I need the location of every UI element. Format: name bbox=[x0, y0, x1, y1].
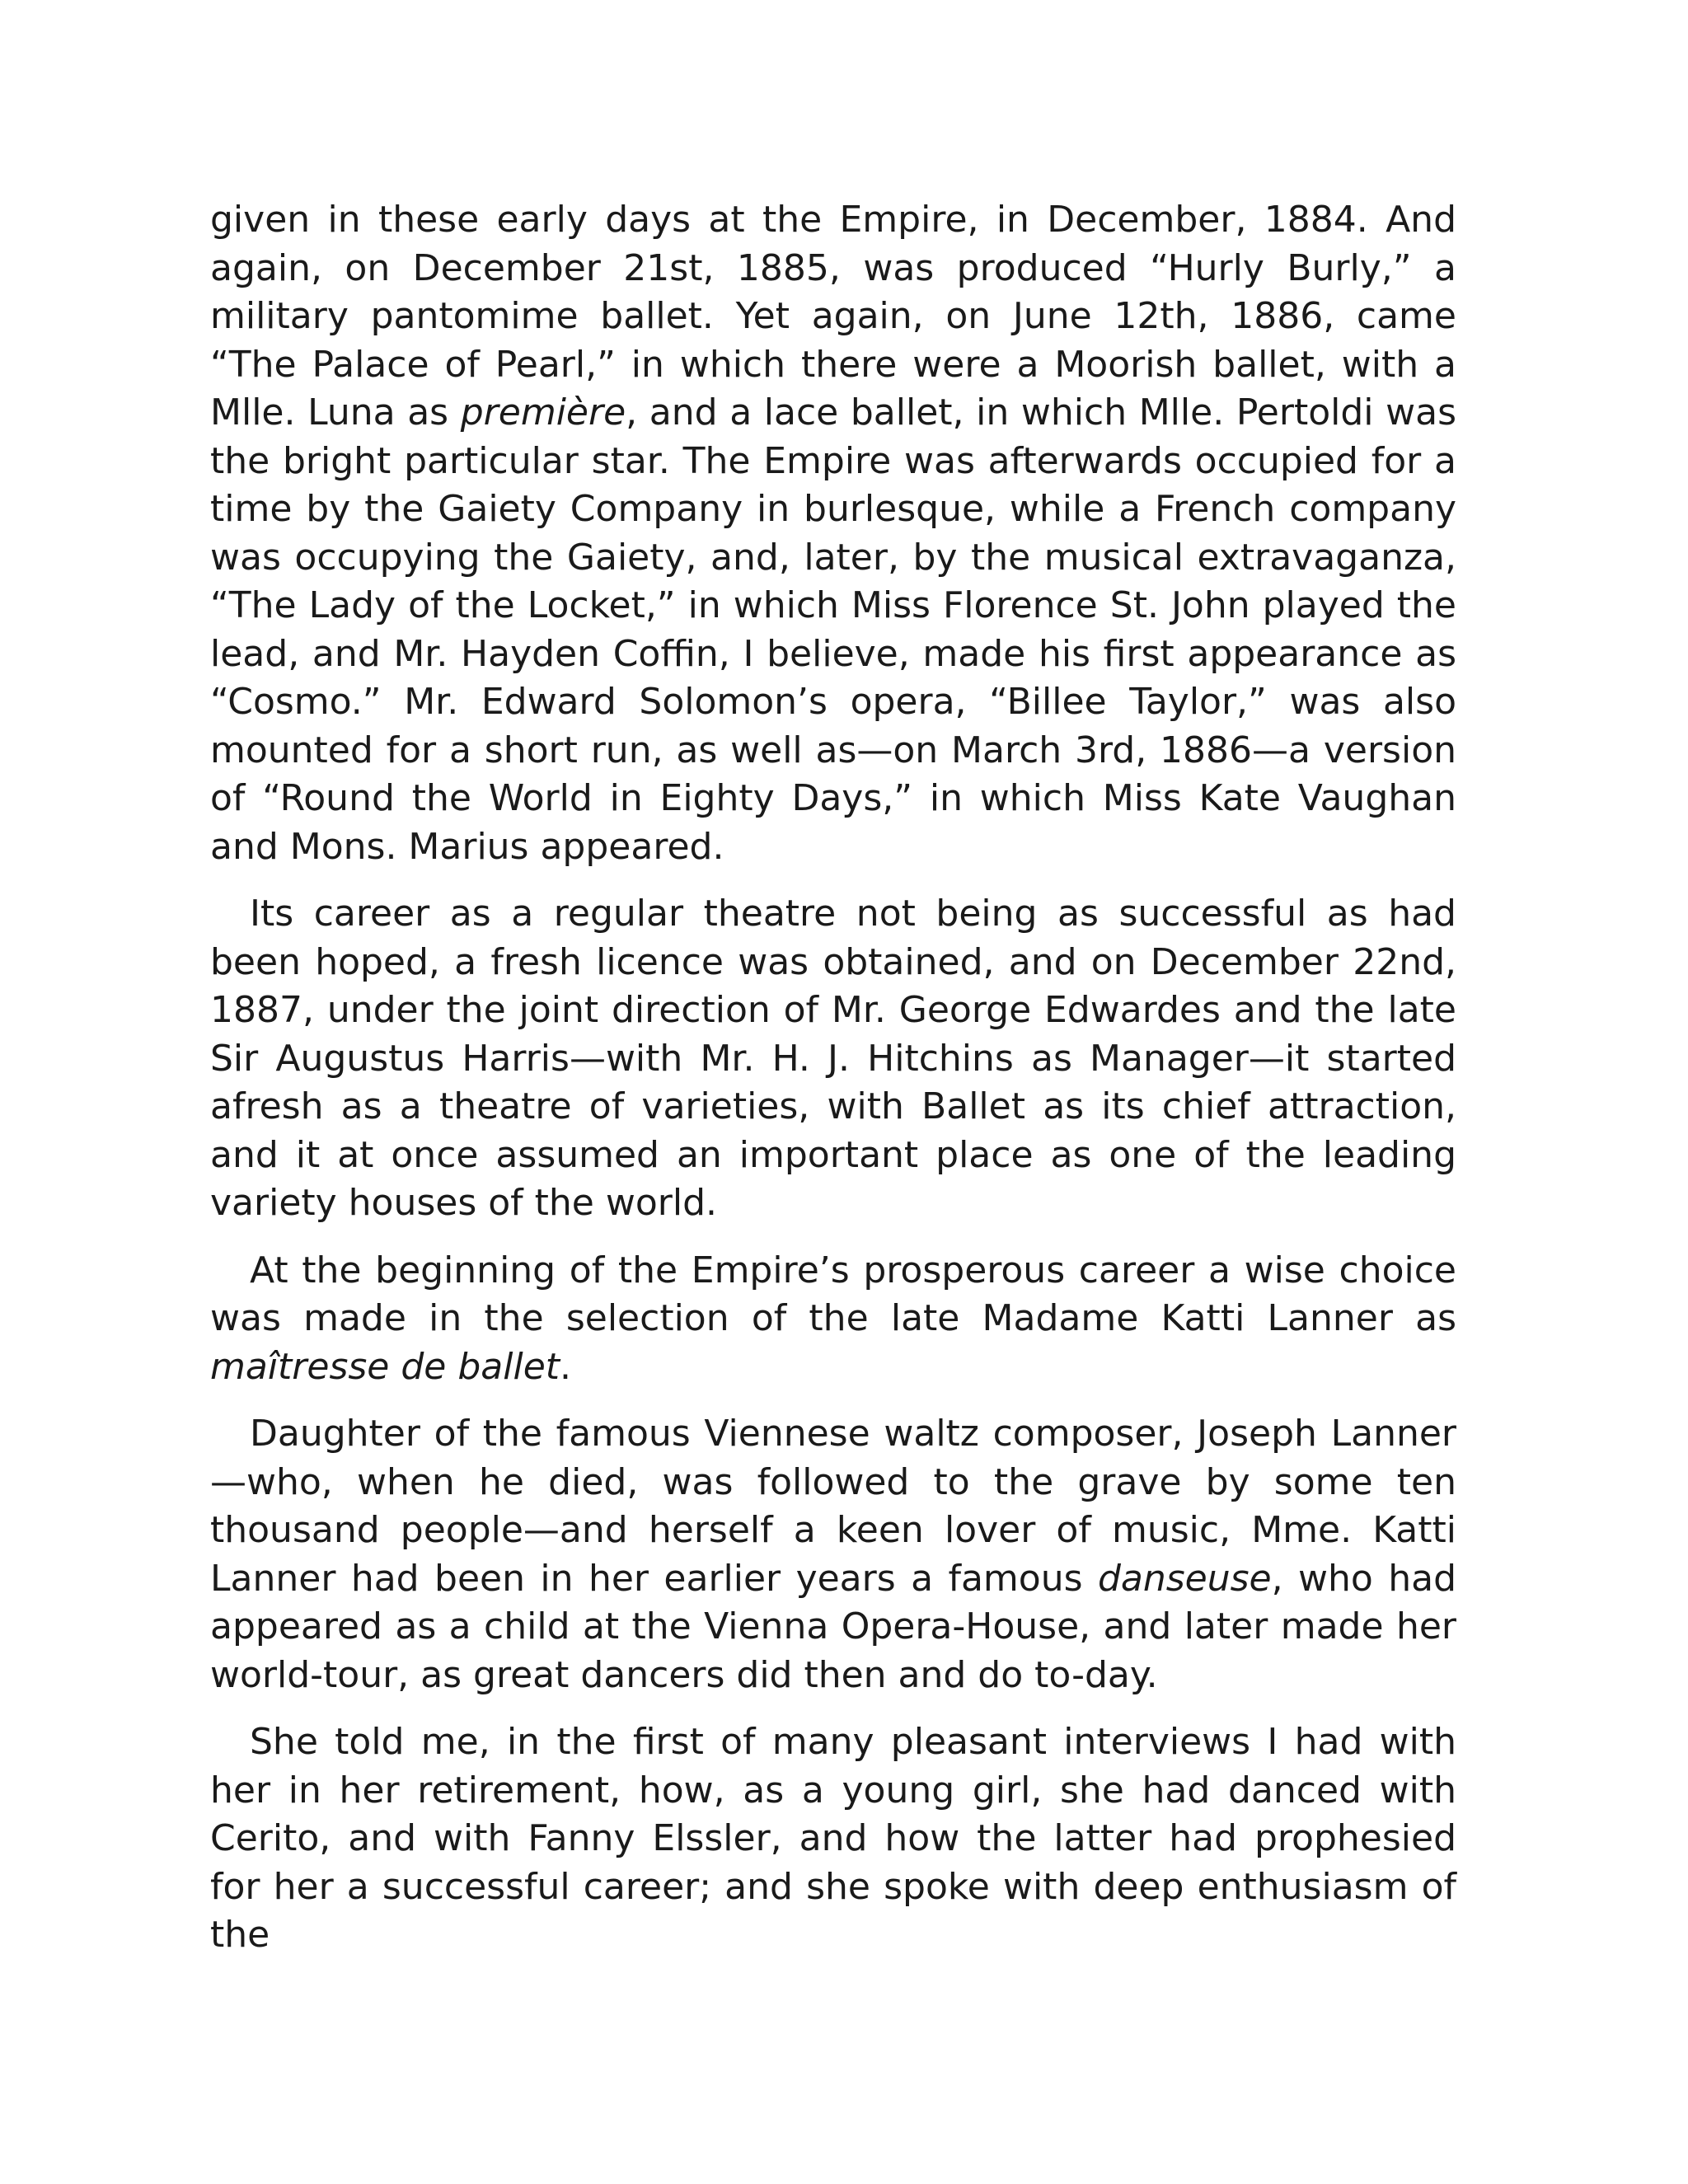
paragraph-4 bbox=[210, 1410, 1456, 1699]
paragraph-4-italic-danseuse: danseuse bbox=[1097, 1557, 1272, 1600]
paragraph-1 bbox=[210, 196, 1456, 871]
paragraph-1-text-1: given in these early days at the Empire, in December, 1884. And again, on December 21st, 1885, was produced “Hurly Burly,” a military pantomime ballet. Yet again, on June 12th, 1886, came “The Palace of Pearl,” in which there were a Moorish ballet, with a Mlle. Luna as bbox=[210, 199, 1456, 434]
paragraph-3-italic-maitresse: maîtresse de ballet bbox=[210, 1345, 560, 1388]
paragraph-2-text: Its career as a regular theatre not being as successful as had been hoped, a fresh licence was obtained, and on December 22nd, 1887, under the joint direction of Mr. George Edwardes and the late Sir Augustus Harris—with Mr. H. J. Hitchins as Manager—it started afresh as a theatre of varieties, with Ballet as its chief attraction, and it at once assumed an important place as one of the leading variety houses of the world. bbox=[210, 893, 1456, 1224]
paragraph-4-text-2: , who had appeared as a child at the Vienna Opera-House, and later made her world-tour, as great dancers did then and do to-day. bbox=[210, 1557, 1456, 1696]
paragraph-3-text-2: . bbox=[560, 1345, 572, 1388]
paragraph-1-italic-premiere: première bbox=[460, 391, 626, 434]
paragraph-2 bbox=[210, 890, 1456, 1228]
paragraph-5-text: She told me, in the first of many pleasant interviews I had with her in her retirement, how, as a young girl, she had danced with Cerito, and with Fanny Elssler, and how the latter had prophesied for her a successful career; and she spoke with deep enthusiasm of the bbox=[210, 1721, 1456, 1956]
paragraph-3-text-1: At the beginning of the Empire’s prosperous career a wise choice was made in the selection of the late Madame Katti Lanner as bbox=[210, 1249, 1456, 1339]
paragraph-1-text-2: , and a lace ballet, in which Mlle. Pertoldi was the bright particular star. The Empire was afterwards occupied for a time by the Gaiety Company in burlesque, while a French company was occupying the Gaiety, and, later, by the musical extravaganza, “The Lady of the Locket,” in which Miss Florence St. John played the lead, and Mr. Hayden Coffin, I believe, made his first appearance as “Cosmo.” Mr. Edward Solomon’s opera, “Billee Taylor,” was also mounted for a short run, as well as—on March 3rd, 1886—a version of “Round the World in Eighty Days,” in which Miss Kate Vaughan and Mons. Marius appeared. bbox=[210, 391, 1457, 868]
paragraph-4-text-1: Daughter of the famous Viennese waltz composer, Joseph Lanner—who, when he died, was followed to the grave by some ten thousand people—and herself a keen lover of music, Mme. Katti Lanner had been in her earlier years a famous bbox=[210, 1413, 1456, 1600]
paragraph-3 bbox=[210, 1247, 1456, 1392]
paragraph-5 bbox=[210, 1718, 1456, 1960]
page-text bbox=[210, 196, 1456, 1979]
